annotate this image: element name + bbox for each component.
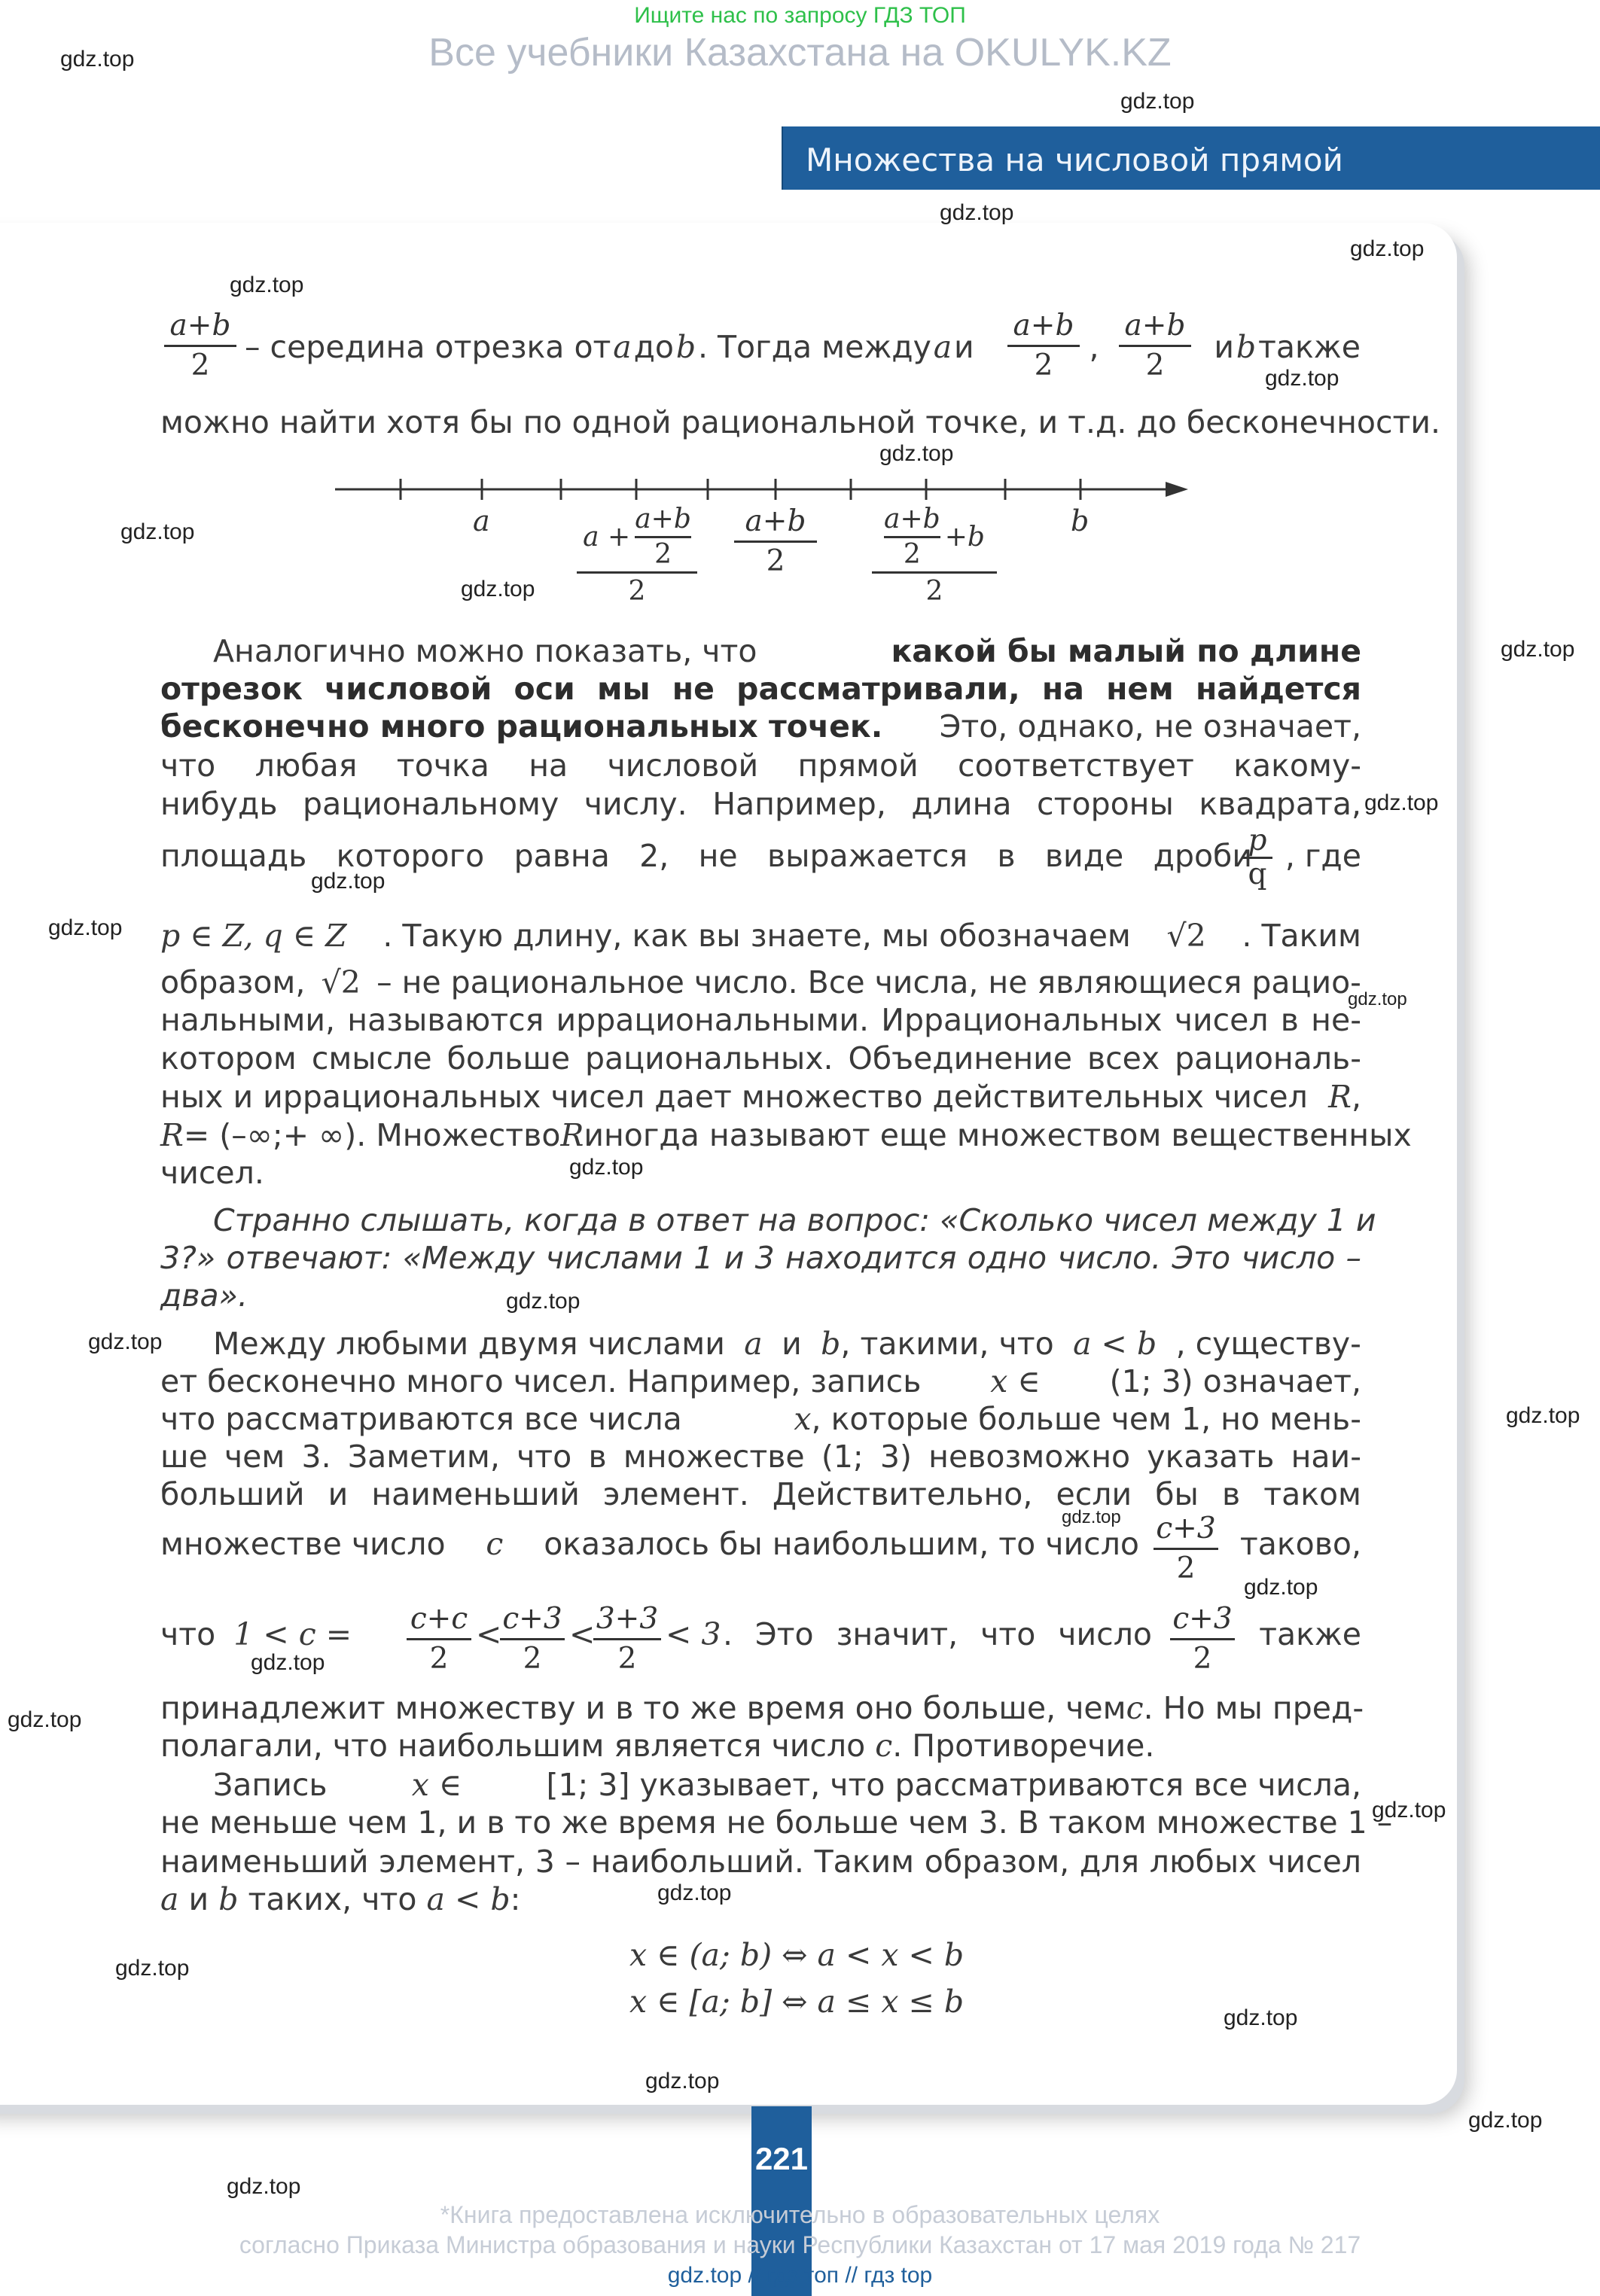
paragraph3-line7-start [160,1615,352,1653]
watermark: gdz.top [461,577,535,601]
text: – середина отрезка от [245,329,611,365]
watermark: gdz.top [227,2174,301,2199]
text: оказалось бы наибольшим, то число [544,1526,1139,1562]
watermark: gdz.top [1244,1575,1318,1600]
text: . Такую длину, как вы знаете, мы обозначаем [382,918,1131,954]
text: , существу- [1175,1326,1361,1362]
math-text: x ∈ [411,1767,462,1803]
paragraph2-line4: что любая точка на числовой прямой соответствует какому- [160,748,1361,784]
paragraph2-line1 [213,632,1361,670]
set-R: R [1328,1079,1352,1115]
watermark: gdz.top [1506,1403,1580,1428]
watermark: gdz.top [120,519,195,544]
text: что рассматриваются все числа [160,1401,682,1437]
fraction-3-plus-3: 3+3 2 [593,1602,661,1676]
footer-links[interactable]: gdz.top // гдз топ // гдз top [667,2263,933,2288]
text: и [188,1881,209,1917]
watermark: gdz.top [88,1329,163,1354]
text: [1; 3] указывает, что рассматриваются все числа, [546,1767,1361,1803]
text: . Противоречие. [892,1728,1155,1764]
inequality: a < b [426,1881,510,1917]
paragraph4-line4 [160,1880,1361,1918]
comma: , [1089,329,1099,365]
var-c: c [1126,1690,1144,1726]
var-a: a [160,1881,179,1917]
text: Запись [213,1767,328,1803]
inequality: 1 < c = [233,1616,352,1652]
text: – не рациональное число. Все числа, не являющиеся рацио- [376,964,1361,1000]
paragraph3-line4: ше чем 3. Заметим, что в множестве (1; 3) невозможно указать наи- [160,1439,1361,1475]
text: Это, однако, не означает, [939,708,1361,745]
paragraph3-line1 [213,1325,1361,1363]
fraction-c-plus-c: c+c 2 [407,1602,471,1676]
math-text: p ∈ Z, q ∈ Z [160,918,347,954]
text: что [160,1616,216,1652]
paragraph3-line5: больший и наименьший элемент. Действительно, если бы в таком [160,1476,1361,1512]
text: множестве число [160,1526,446,1562]
number-line-label-a: a [473,504,490,537]
fraction-c-plus-3: c+3 2 [1170,1602,1235,1676]
text: , [1351,1079,1361,1115]
watermark: gdz.top [115,1956,190,1981]
paragraph2-line2: отрезок числовой оси мы не рассматривали, на нем найдется [160,671,1361,707]
watermark: gdz.top [645,2069,720,2094]
number-line-label-b: b [1071,504,1090,537]
paragraph2-line5: нибудь рациональному числу. Например, длина стороны квадрата, [160,786,1361,822]
bold-text: какой бы малый по длине [891,633,1361,669]
watermark: gdz.top [311,869,386,894]
text: и [954,329,974,365]
text: , которые больше чем 1, но мень- [811,1401,1361,1437]
fraction-a-plus-b: a+b 2 [164,309,236,383]
watermark: gdz.top [569,1155,644,1180]
paragraph2-line13: чисел. [160,1155,264,1191]
paragraph3-line3 [160,1400,1361,1438]
text: до [633,329,674,365]
text: также [1258,329,1361,365]
fraction-p-over-q: p q [1242,827,1272,889]
less-than: < [476,1616,502,1652]
paragraph3-line6 [160,1525,1139,1563]
watermark: gdz.top [1265,366,1339,391]
var-a: a [613,329,632,365]
text: Между любыми двумя числами [213,1326,725,1362]
nested-fraction-right: $\frac{a+b}{2}$ +b 2 [872,504,997,608]
paragraph1-line1 [245,328,1361,366]
text: (1; 3) означает, [1109,1363,1361,1399]
watermark: gdz.top [879,441,954,466]
var-b: b [675,329,696,365]
var-x: x [794,1401,812,1437]
formula-closed-interval: x ∈ [a; b] ⇔ a ≤ x ≤ b [629,1984,965,2020]
paragraph2-line7 [160,917,1361,955]
var-c: c [875,1728,893,1764]
paragraph2-line9: нальными, называются иррациональными. Иррациональных чисел в не- [160,1002,1361,1038]
section-title: Множества на числовой прямой [806,142,1343,178]
var-a: a [933,329,952,365]
watermark: gdz.top [1350,236,1425,261]
text: : [510,1881,521,1917]
watermark: gdz.top [1224,2005,1298,2030]
watermark: gdz.top [1364,790,1439,815]
fraction-midpoint: a+b 2 [734,504,817,579]
sqrt-two: √2 [321,964,361,1000]
paragraph2-line3 [160,708,1361,745]
watermark: gdz.top [1348,989,1407,1009]
sqrt-two: √2 [1166,918,1206,954]
text: принадлежит множеству и в то же время оно больше, чем [160,1690,1126,1726]
text: иногда называют еще множеством вещественных [584,1117,1412,1153]
watermark: gdz.top [506,1289,581,1314]
less-than: < [569,1616,596,1652]
watermark: gdz.top [657,1880,732,1905]
watermark: gdz.top [940,200,1014,225]
var-b: b [218,1881,239,1917]
paragraph3-line9 [160,1727,1361,1765]
paragraph3-line6-end: таково, [1239,1526,1361,1562]
set-R: R [160,1117,184,1153]
text: . Таким [1242,918,1361,954]
text: таких, что [248,1881,417,1917]
set-R: R [560,1117,584,1153]
paragraph2-line6-end: , где [1285,838,1361,874]
watermark: gdz.top [251,1650,325,1675]
text: , такими, что [840,1326,1054,1362]
formula-open-interval: x ∈ (a; b) ⇔ a < x < b [629,1937,965,1973]
paragraph2-line11 [160,1078,1361,1116]
search-promo-text: Ищите нас по запросу ГДЗ ТОП [634,3,966,28]
paragraph4-line1 [213,1766,1361,1804]
paragraph3-line7-end: также [1259,1616,1361,1652]
inequality: a < b [1073,1326,1157,1362]
text: полагали, что наибольшим является число [160,1728,866,1764]
fraction-c-plus-3: c+3 2 [500,1602,565,1676]
watermark: gdz.top [1468,2108,1543,2133]
paragraph3-line8 [160,1689,1364,1727]
var-b: b [821,1326,841,1362]
number-line-arrow [1166,482,1188,497]
watermark: gdz.top [1120,89,1195,114]
paragraph3-line7-mid: . Это значит, что число [723,1616,1152,1652]
text: = (–∞;+ ∞). Множество [183,1117,561,1153]
less-than-three: < 3 [666,1616,721,1652]
paragraph2-line8 [160,964,1361,1001]
italic-note-line1: Странно слышать, когда в ответ на вопрос: «Сколько чисел между 1 и [213,1202,1376,1238]
text: . Тогда между [697,329,931,365]
fraction-c-plus-3: c+3 2 [1154,1512,1218,1586]
nested-fraction-left: a + $\frac{a+b}{2}$ 2 [577,504,697,608]
text: Аналогично можно показать, что [213,633,757,669]
var-b: b [1236,329,1257,365]
text: ет бесконечно много чисел. Например, запись [160,1363,922,1399]
text: . Но мы пред- [1143,1690,1364,1726]
text: и [1214,329,1235,365]
watermark: gdz.top [1501,637,1575,662]
watermark: gdz.top [48,915,123,940]
bold-text: бесконечно много рациональных точек. [160,708,883,745]
watermark: gdz.top [230,273,304,297]
watermark: gdz.top [8,1707,82,1732]
watermark: gdz.top [1062,1507,1121,1527]
text: ных и иррациональных чисел дает множество действительных чисел [160,1079,1308,1115]
text: и [782,1326,802,1362]
paragraph2-line12 [160,1116,1412,1154]
italic-note-line2: 3?» отвечают: «Между числами 1 и 3 находится одно число. Это число – [160,1240,1361,1276]
watermark: gdz.top [1372,1798,1446,1822]
italic-note-line3: два». [160,1277,248,1314]
fraction-a-plus-b: a+b 2 [1119,309,1191,383]
footer-disclaimer-line2: согласно Приказа Министра образования и науки Республики Казахстан от 17 мая 2019 года № 217 [239,2231,1361,2258]
text: образом, [160,964,306,1000]
math-text: x ∈ [990,1363,1041,1399]
var-a: a [744,1326,763,1362]
paragraph4-line2: не меньше чем 1, и в то же время не больше чем 3. В таком множестве 1 – [160,1804,1393,1841]
paragraph2-line10: котором смысле больше рациональных. Объединение всех рациональ- [160,1040,1361,1076]
paragraph4-line3: наименьший элемент, 3 – наибольший. Таким образом, для любых чисел [160,1844,1361,1880]
var-c: c [486,1526,504,1562]
page-number: 221 [754,2141,809,2176]
paragraph1-line2: можно найти хотя бы по одной рациональной точке, и т.д. до бесконечности. [160,404,1441,440]
site-banner-text: Все учебники Казахстана на OKULYK.KZ [428,31,1172,75]
paragraph3-line2 [160,1363,1361,1400]
watermark: gdz.top [60,47,135,72]
text: площадь которого равна 2, не выражается в виде дроби [160,838,1252,874]
fraction-a-plus-b: a+b 2 [1007,309,1080,383]
footer-disclaimer-line1: *Книга предоставлена исключительно в образовательных целях [440,2201,1160,2228]
